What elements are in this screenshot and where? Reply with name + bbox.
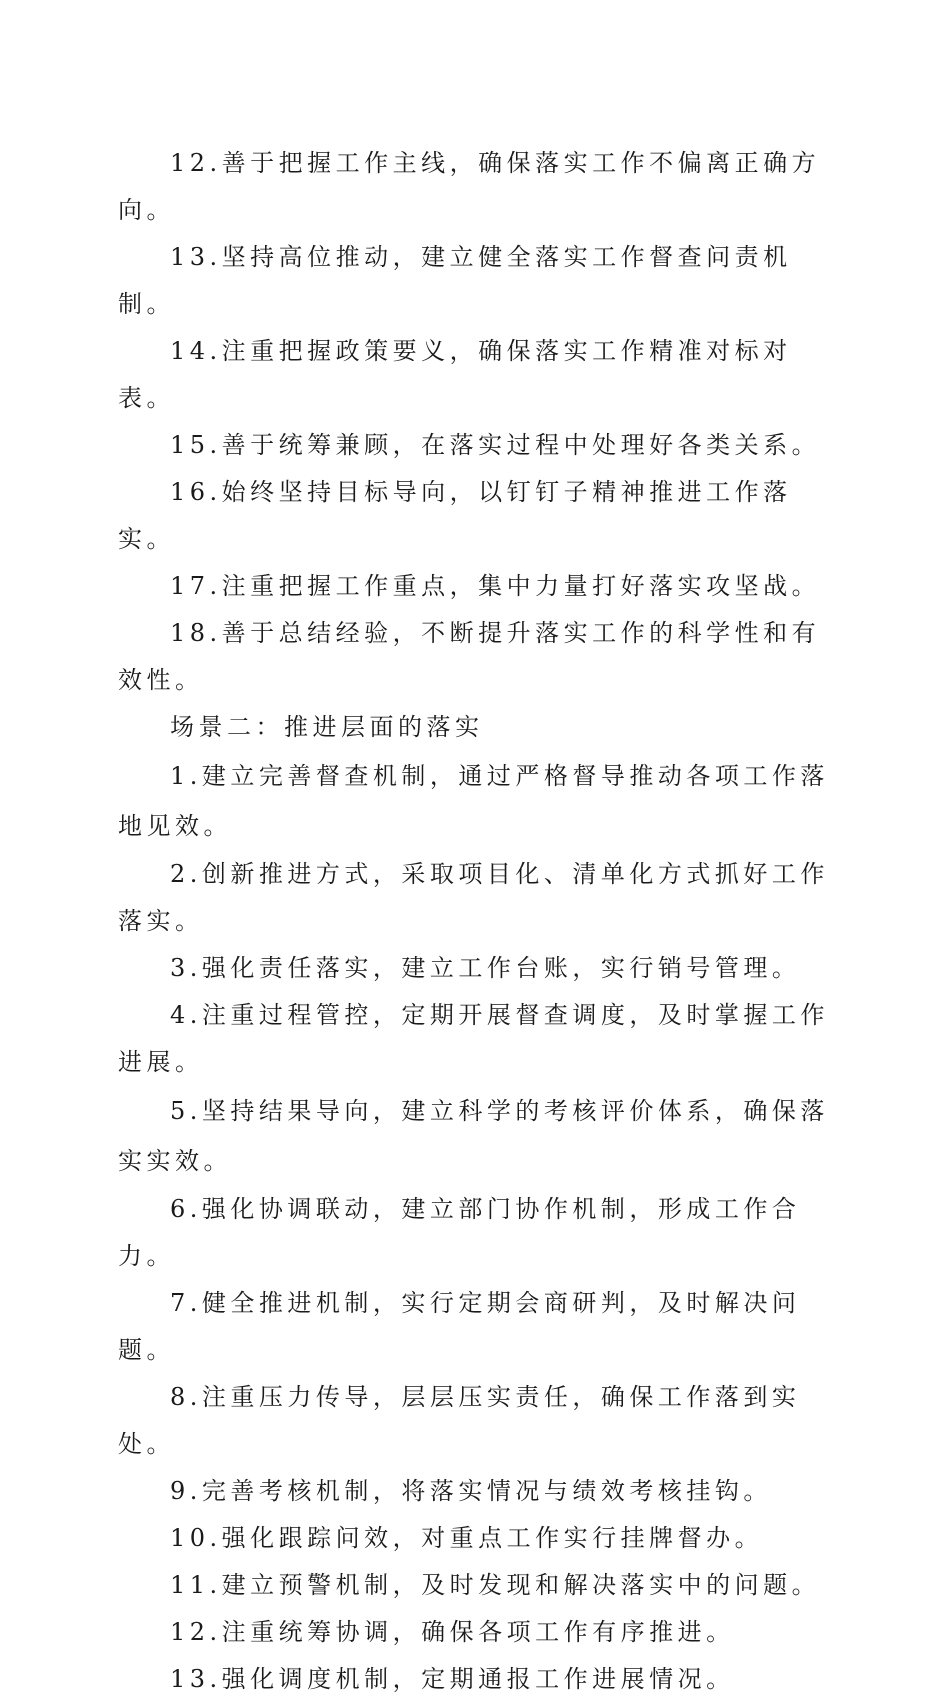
paragraph-item-15: 15.善于统筹兼顾，在落实过程中处理好各类关系。: [170, 431, 821, 459]
paragraph-item-8: 8.注重压力传导，层层压实责任，确保工作落到实处。: [118, 1383, 801, 1458]
paragraph-item-9: 9.完善考核机制，将落实情况与绩效考核挂钩。: [170, 1477, 772, 1505]
paragraph-item-12b: 12.注重统筹协调，确保各项工作有序推进。: [170, 1618, 735, 1646]
paragraph-item-4: 4.注重过程管控，定期开展督查调度，及时掌握工作进展。: [118, 1001, 829, 1076]
paragraph-item-13b: 13.强化调度机制，定期通报工作进展情况。: [170, 1665, 735, 1693]
paragraph-item-6: 6.强化协调联动，建立部门协作机制，形成工作合力。: [118, 1195, 801, 1270]
paragraph-item-14: 14.注重把握政策要义，确保落实工作精准对标对表。: [118, 337, 792, 412]
paragraph-item-2: 2.创新推进方式，采取项目化、清单化方式抓好工作落实。: [118, 860, 829, 935]
paragraph-item-18: 18.善于总结经验，不断提升落实工作的科学性和有效性。: [118, 619, 821, 694]
paragraph-item-7: 7.健全推进机制，实行定期会商研判，及时解决问题。: [118, 1289, 801, 1364]
paragraph-item-16: 16.始终坚持目标导向，以钉钉子精神推进工作落实。: [118, 478, 792, 553]
paragraph-item-10: 10.强化跟踪问效，对重点工作实行挂牌督办。: [170, 1524, 764, 1552]
section-heading-scene-two: 场景二：推进层面的落实: [170, 713, 484, 741]
paragraph-item-5: 5.坚持结果导向，建立科学的考核评价体系，确保落实实效。: [118, 1097, 829, 1175]
paragraph-item-13: 13.坚持高位推动，建立健全落实工作督查问责机制。: [118, 243, 792, 318]
paragraph-item-3: 3.强化责任落实，建立工作台账，实行销号管理。: [170, 954, 801, 982]
paragraph-item-11: 11.建立预警机制，及时发现和解决落实中的问题。: [170, 1571, 821, 1599]
paragraph-item-12: 12.善于把握工作主线，确保落实工作不偏离正确方向。: [118, 149, 821, 224]
document-body: [118, 140, 830, 1703]
paragraph-item-1: 1.建立完善督查机制，通过严格督导推动各项工作落地见效。: [118, 762, 829, 840]
paragraph-item-17: 17.注重把握工作重点，集中力量打好落实攻坚战。: [170, 572, 821, 600]
